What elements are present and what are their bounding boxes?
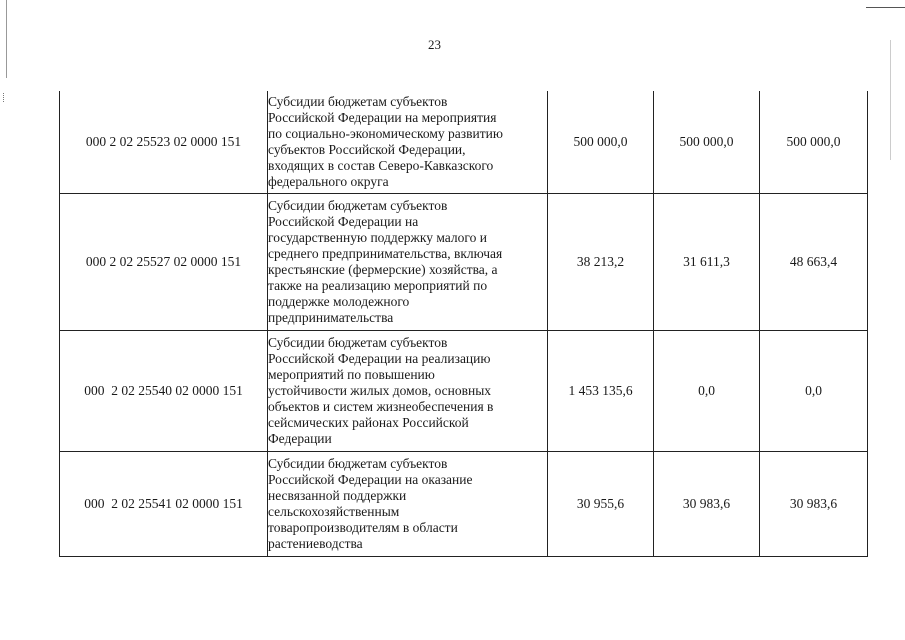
budget-code-cell: 000 2 02 25540 02 0000 151 xyxy=(60,331,268,452)
budget-table xyxy=(59,91,868,557)
budget-code-cell: 000 2 02 25527 02 0000 151 xyxy=(60,194,268,331)
value-year-2-cell: 0,0 xyxy=(654,331,760,452)
table-row xyxy=(60,194,868,331)
table-row xyxy=(60,91,868,194)
value-year-3-cell: 500 000,0 xyxy=(760,91,868,194)
value-year-3-cell: 30 983,6 xyxy=(760,452,868,557)
scan-artifact-dots xyxy=(3,93,5,102)
budget-code-cell: 000 2 02 25541 02 0000 151 xyxy=(60,452,268,557)
value-year-1-cell: 500 000,0 xyxy=(548,91,654,194)
value-year-2-cell: 31 611,3 xyxy=(654,194,760,331)
value-year-1-cell: 30 955,6 xyxy=(548,452,654,557)
description-cell: Субсидии бюджетам субъектов Российской Федерации на государственную поддержку малого и среднего предпринимательства, включая крестьянские (фермерские) хозяйства, а также на реализацию мероприятий по поддержке молодежного предпринимательства xyxy=(268,194,548,331)
value-year-2-cell: 500 000,0 xyxy=(654,91,760,194)
scan-artifact-line xyxy=(866,7,905,8)
table-row xyxy=(60,452,868,557)
table-row xyxy=(60,331,868,452)
value-year-2-cell: 30 983,6 xyxy=(654,452,760,557)
description-cell: Субсидии бюджетам субъектов Российской Федерации на оказание несвязанной поддержки сельскохозяйственным товаропроизводителям в области растениеводства xyxy=(268,452,548,557)
scan-artifact-line xyxy=(6,0,7,78)
description-cell: Субсидии бюджетам субъектов Российской Федерации на мероприятия по социально-экономическому развитию субъектов Российской Федерации, входящих в состав Северо-Кавказского федерального округа xyxy=(268,91,548,194)
value-year-3-cell: 0,0 xyxy=(760,331,868,452)
page-number: 23 xyxy=(428,37,441,52)
value-year-1-cell: 38 213,2 xyxy=(548,194,654,331)
description-cell: Субсидии бюджетам субъектов Российской Федерации на реализацию мероприятий по повышению устойчивости жилых домов, основных объектов и систем жизнеобеспечения в сейсмических районах Российской Федерации xyxy=(268,331,548,452)
value-year-1-cell: 1 453 135,6 xyxy=(548,331,654,452)
scan-artifact-line xyxy=(890,40,891,160)
budget-code-cell: 000 2 02 25523 02 0000 151 xyxy=(60,91,268,194)
value-year-3-cell: 48 663,4 xyxy=(760,194,868,331)
